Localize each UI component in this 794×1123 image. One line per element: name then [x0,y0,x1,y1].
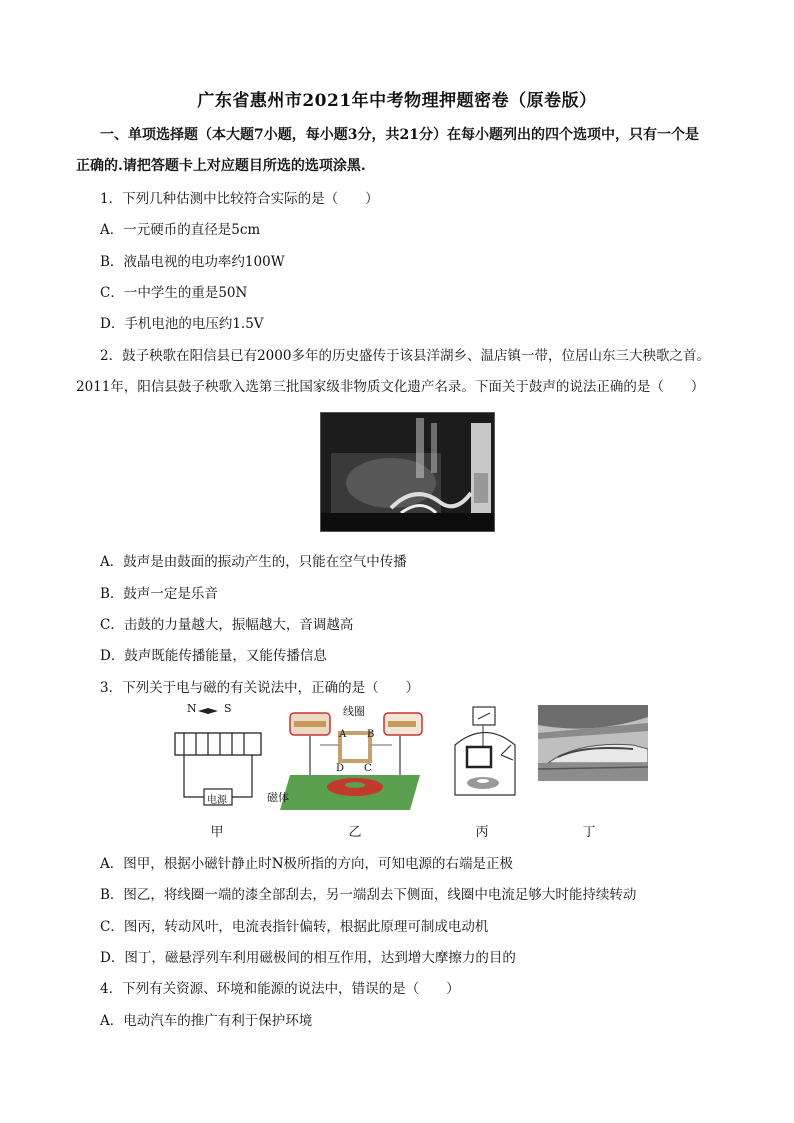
caption-jia: 甲 [210,825,224,840]
label-s: S [224,702,232,715]
figure-yi [267,705,430,840]
label-d: D [336,763,345,774]
question-3-figures [160,702,660,845]
figure-jia [170,702,270,840]
figure-bing [445,705,525,840]
question-1-option-a: A．一元硬币的直径是5cm [100,222,261,238]
label-coil: 线圈 [343,705,365,718]
question-3-option-d: D．图丁，磁悬浮列车利用磁极间的相互作用，达到增大摩擦力的目的 [100,950,516,966]
drum-dance-photo [320,412,495,532]
section-heading-line-2: 正确的.请把答题卡上对应题目所选的选项涂黑. [76,158,366,174]
question-1-option-b: B．液晶电视的电功率约100W [100,254,285,270]
question-2-option-a: A．鼓声是由鼓面的振动产生的，只能在空气中传播 [100,554,407,570]
question-4-option-a: A．电动汽车的推广有利于保护环境 [100,1013,313,1029]
label-power: 电源 [207,795,227,806]
question-1-stem: 1．下列几种估测中比较符合实际的是（ ） [100,191,379,207]
figure-ding [538,705,648,840]
question-2-option-d: D．鼓声既能传播能量，又能传播信息 [100,648,327,664]
question-2-stem-line-2: 2011年，阳信县鼓子秧歌入选第三批国家级非物质文化遗产名录。下面关于鼓声的说法正确的是（ ） [76,379,705,395]
caption-ding: 丁 [582,825,596,840]
question-4-stem: 4．下列有关资源、环境和能源的说法中，错误的是（ ） [100,981,460,997]
caption-bing: 丙 [475,825,489,840]
caption-yi: 乙 [348,825,362,840]
question-3-stem: 3．下列关于电与磁的有关说法中，正确的是（ ） [100,680,420,696]
label-n: N [187,702,197,715]
section-heading-line-1: 一、单项选择题（本大题7小题，每小题3分，共21分）在每小题列出的四个选项中，只有一个是 [100,127,699,143]
question-3-option-b: B．图乙，将线圈一端的漆全部刮去，另一端刮去下侧面，线圈中电流足够大时能持续转动 [100,887,637,903]
question-2-option-b: B．鼓声一定是乐音 [100,586,218,602]
question-1-option-c: C．一中学生的重是50N [100,285,248,301]
question-2-option-c: C．击鼓的力量越大，振幅越大，音调越高 [100,617,354,633]
label-b: B [367,729,375,740]
question-1-option-d: D．手机电池的电压约1.5V [100,316,264,332]
label-c: C [364,763,372,774]
question-2-stem-line-1: 2．鼓子秧歌在阳信县已有2000多年的历史盛传于该县洋湖乡、温店镇一带，位居山东三大秧歌之首。 [100,348,710,364]
document-title: 广东省惠州市2021年中考物理押题密卷（原卷版） [197,91,597,111]
label-magnet: 磁体 [267,791,289,804]
question-3-option-c: C．图丙，转动风叶，电流表指针偏转，根据此原理可制成电动机 [100,919,489,935]
label-a: A [339,729,347,740]
question-3-option-a: A．图甲，根据小磁针静止时N极所指的方向，可知电源的右端是正极 [100,856,514,872]
